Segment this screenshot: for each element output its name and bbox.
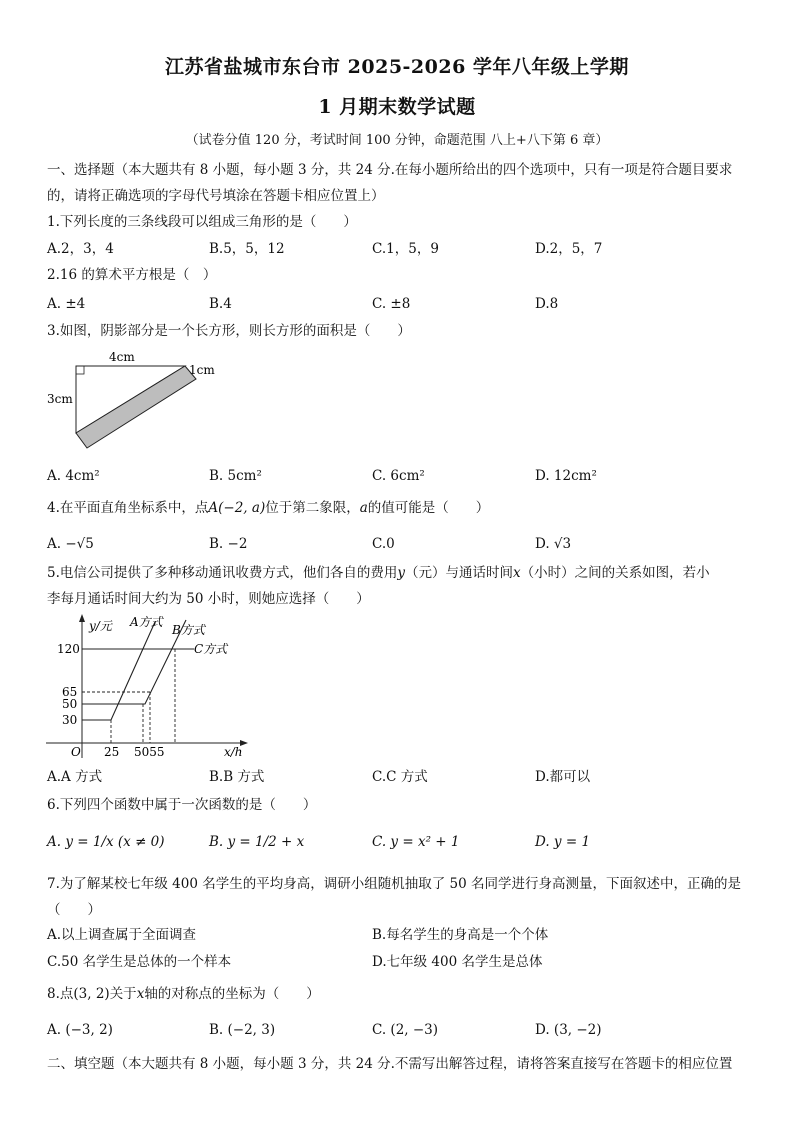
q5-line-a: [82, 622, 155, 720]
q8-stem-prefix: 8.点: [47, 986, 74, 1002]
q2-option-c: C. ±8: [372, 296, 411, 312]
q1-stem: 1.下列长度的三条线段可以组成三角形的是（ ）: [47, 214, 357, 230]
q5-stem-y: y: [397, 565, 406, 581]
q5-option-a: A.A 方式: [47, 769, 103, 785]
q4-stem-prefix: 4.在平面直角坐标系中，点: [47, 500, 209, 516]
q1-option-a: A.2，3，4: [47, 241, 114, 257]
q3-shaded-rectangle: [76, 366, 196, 448]
q4-option-d: D. √3: [535, 536, 572, 552]
q1-option-d: D.2，5，7: [535, 241, 603, 257]
q5-label-c: C方式: [194, 642, 228, 656]
q2-option-d: D.8: [535, 296, 559, 312]
q5-y-tick-120: 120: [57, 642, 80, 656]
q2-stem: 2.16 的算术平方根是（ ）: [47, 267, 217, 283]
q3-stem: 3.如图，阴影部分是一个长方形，则长方形的面积是（ ）: [47, 323, 411, 339]
q3-label-left: 3cm: [47, 392, 73, 406]
q6-option-d: D. y = 1: [535, 834, 591, 850]
q3-figure: [44, 345, 224, 460]
q7-option-d: D.七年级 400 名学生是总体: [372, 954, 543, 970]
section2-intro: 二、填空题（本大题共有 8 小题，每小题 3 分，共 24 分.不需写出解答过程，请将答案直接写在答题卡的相应位置: [47, 1056, 733, 1072]
q6-option-b: B. y = 1/2 + x: [209, 834, 305, 850]
q4-variable: a: [359, 500, 368, 516]
q8-point: (3, 2): [73, 986, 110, 1002]
q1-option-b: B.5，5，12: [209, 241, 285, 257]
q5-x-tick-5055: 5055: [134, 745, 165, 759]
q5-y-tick-50: 50: [62, 697, 78, 711]
q7-option-b: B.每名学生的身高是一个个体: [372, 927, 549, 943]
q5-option-c: C.C 方式: [372, 769, 428, 785]
q5-y-tick-30: 30: [62, 713, 78, 727]
q5-y-tick-65: 65: [62, 685, 78, 699]
q8-axis: x: [136, 986, 145, 1002]
q5-x-axis-label: x/h: [224, 745, 243, 759]
q5-option-d: D.都可以: [535, 769, 591, 785]
q4-option-c: C.0: [372, 536, 395, 552]
q5-label-b: B方式: [172, 623, 205, 637]
q5-label-a: A方式: [130, 615, 163, 629]
q8-option-b: B. (−2, 3): [209, 1022, 276, 1038]
q3-option-a: A. 4cm²: [47, 468, 100, 484]
q2-option-a: A. ±4: [47, 296, 86, 312]
q3-label-top: 4cm: [109, 350, 135, 364]
q3-option-b: B. 5cm²: [209, 468, 262, 484]
q6-stem: 6.下列四个函数中属于一次函数的是（ ）: [47, 797, 317, 813]
q2-option-b: B.4: [209, 296, 232, 312]
q7-stem: 7.为了解某校七年级 400 名学生的平均身高，调研小组随机抽取了 50 名同学进行身高测量，下面叙述中，正确的是（ ）: [47, 876, 741, 918]
q3-option-c: C. 6cm²: [372, 468, 425, 484]
q1-option-c: C.1，5，9: [372, 241, 439, 257]
q4-option-a: A. −√5: [47, 536, 94, 552]
q4-option-b: B. −2: [209, 536, 248, 552]
exam-info: （试卷分值 120 分，考试时间 100 分钟，命题范围 八上+八下第 6 章）: [185, 133, 609, 148]
q4-stem: [47, 498, 754, 518]
exam-title-line2: 1 月期末数学试题: [318, 96, 476, 118]
q3-label-right: 1cm: [189, 363, 215, 377]
q8-stem: [47, 984, 754, 1004]
q8-option-d: D. (3, −2): [535, 1022, 602, 1038]
q8-stem-suffix: 轴的对称点的坐标为（ ）: [144, 986, 320, 1002]
q5-stem-line2: 李每月通话时间大约为 50 小时，则她应选择（ ）: [47, 591, 370, 607]
q7-option-c: C.50 名学生是总体的一个样本: [47, 954, 232, 970]
q5-x-tick-25: 25: [104, 745, 120, 759]
q4-stem-mid: 位于第二象限，: [265, 500, 360, 516]
q6-option-a: A. y = 1/x (x ≠ 0): [47, 834, 165, 850]
section1-intro: 一、选择题（本大题共有 8 小题，每小题 3 分，共 24 分.在每小题所给出的四个选项中，只有一项是符合题目要求的，请将正确选项的字母代号填涂在答题卡相应位置上）: [47, 162, 733, 204]
q4-stem-suffix: 的值可能是（ ）: [367, 500, 490, 516]
q4-point: A(−2, a): [208, 500, 266, 516]
exam-title-line1: 江苏省盐城市东台市 2025-2026 学年八年级上学期: [165, 56, 629, 78]
q5-option-b: B.B 方式: [209, 769, 265, 785]
q5-stem-part1: 5.电信公司提供了多种移动通讯收费方式，他们各自的费用: [47, 565, 398, 581]
q3-option-d: D. 12cm²: [535, 468, 597, 484]
q5-stem-part2: （元）与通话时间: [405, 565, 514, 581]
q5-origin-label: O: [71, 745, 81, 759]
q5-graph: [44, 612, 254, 760]
q5-stem-x: x: [513, 565, 521, 581]
q5-y-arrow: [79, 614, 85, 622]
q8-stem-mid: 关于: [109, 986, 137, 1002]
q5-stem-line1: [47, 563, 754, 583]
q8-option-c: C. (2, −3): [372, 1022, 439, 1038]
q5-stem-part3: （小时）之间的关系如图，若小: [520, 565, 710, 581]
q3-right-angle-mark: [76, 366, 84, 374]
q6-option-c: C. y = x² + 1: [372, 834, 460, 850]
q8-option-a: A. (−3, 2): [47, 1022, 113, 1038]
q7-option-a: A.以上调查属于全面调查: [47, 927, 197, 943]
q5-y-axis-label: y/元: [89, 619, 112, 633]
